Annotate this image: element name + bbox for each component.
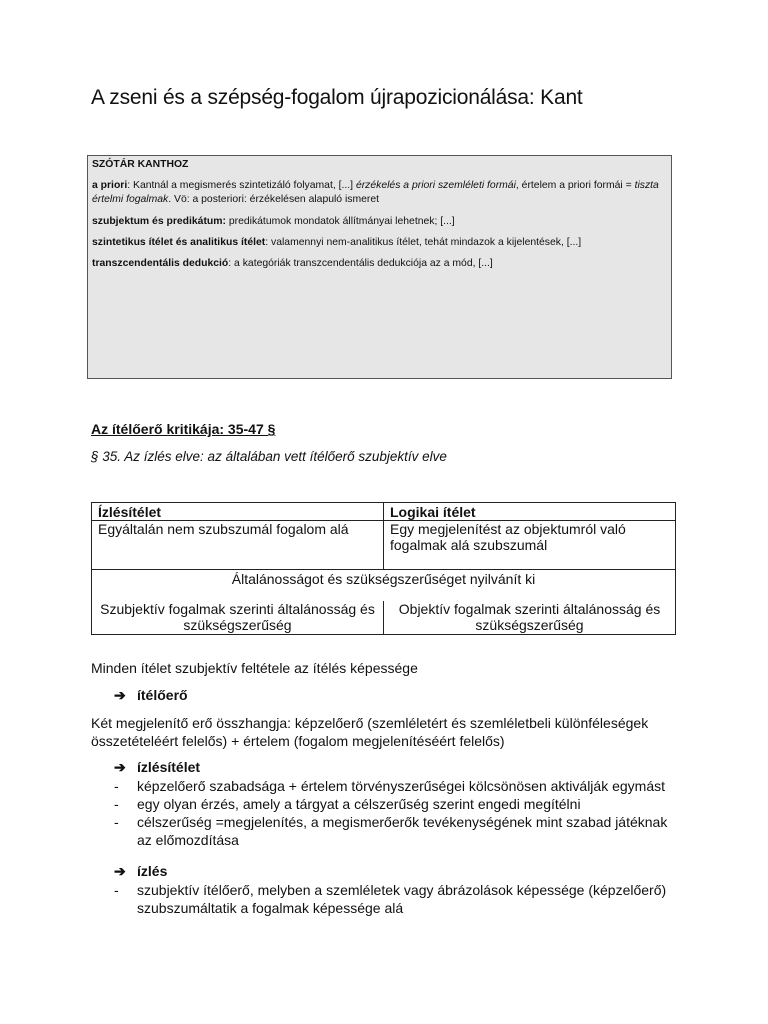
list-item: - szubjektív ítélőerő, melyben a szemléletek vagy ábrázolások képessége (képzelőerő) szubszumáltatik a fogalmak képessége alá bbox=[114, 882, 667, 916]
glossary-entry-subject: szubjektum és predikátum: predikátumok mondatok állítmányai lehetnek; [...] bbox=[92, 215, 455, 227]
table-cell-shared: Általánosságot és szükségszerűséget nyilvánít ki bbox=[92, 570, 676, 602]
glossary-entry-deduction: transzcendentális dedukció: a kategóriák transzcendentális dedukciója az a mód, [...] bbox=[92, 258, 493, 270]
glossary-entry-a-priori: a priori: Kantnál a megismerés szintetizáló folyamat, [...] érzékelés a priori szemléleti formái, értelem a priori formái = tiszta értelmi fogalmak. Vö: a posteriori: érzékelésen alapuló ismeret bbox=[92, 180, 659, 206]
table-header-taste: Ízlésítélet bbox=[92, 503, 384, 521]
table-row bbox=[92, 503, 676, 521]
table-cell: Egy megjelenítést az objektumról való fogalmak alá szubszumál bbox=[384, 521, 676, 570]
page-title: A zseni és a szépség-fogalom újrapozicionálása: Kant bbox=[91, 86, 583, 109]
table-row bbox=[92, 521, 676, 570]
glossary-heading: SZÓTÁR KANTHOZ bbox=[92, 159, 189, 170]
glossary-box bbox=[87, 155, 672, 379]
paragraph: Két megjelenítő erő összhangja: képzelőerő (szemléletért és szemléletbeli különféleségek összetételéért felelős) + értelem (fogalom megjelenítéséért felelős) bbox=[91, 715, 649, 749]
table-row bbox=[92, 601, 676, 635]
list-item: - egy olyan érzés, amely a tárgyat a célszerűség szerint engedi megítélni bbox=[114, 796, 581, 812]
section-title: Az ítélőerő kritikája: 35-47 § bbox=[91, 421, 276, 437]
right-arrow-icon: ➔ bbox=[114, 687, 126, 703]
list-item: - képzelőerő szabadsága + értelem törvényszerűségei kölcsönösen aktiválják egymást bbox=[114, 778, 666, 794]
section-subtitle: § 35. Az ízlés elve: az általában vett ítélőerő szubjektív elve bbox=[91, 449, 447, 464]
glossary-term: szubjektum és predikátum: bbox=[92, 215, 226, 227]
paragraph: Minden ítélet szubjektív feltétele az ítélés képessége bbox=[91, 660, 418, 676]
arrow-item: ➔ ízlésítélet bbox=[114, 759, 201, 775]
dash-list bbox=[91, 881, 677, 917]
table-cell: Szubjektív fogalmak szerinti általánosság és szükségszerűség bbox=[92, 601, 384, 635]
dash-list bbox=[91, 777, 677, 849]
glossary-term: transzcendentális dedukció bbox=[92, 258, 229, 270]
glossary-term: szintetikus ítélet és analitikus ítélet bbox=[92, 236, 266, 248]
glossary-entry-synthetic: szintetikus ítélet és analitikus ítélet: valamennyi nem-analitikus ítélet, tehát mindazok a kijelentések, [...] bbox=[92, 236, 582, 248]
right-arrow-icon: ➔ bbox=[114, 759, 126, 775]
table-cell: Egyáltalán nem szubszumál fogalom alá bbox=[92, 521, 384, 570]
comparison-table bbox=[91, 502, 676, 635]
table-header-logical: Logikai ítélet bbox=[384, 503, 676, 521]
glossary-term: a priori bbox=[92, 180, 128, 192]
table-cell: Objektív fogalmak szerinti általánosság és szükségszerűség bbox=[384, 601, 676, 635]
list-item: - célszerűség =megjelenítés, a megismerőerők tevékenységének mint szabad játéknak az előmozdítása bbox=[114, 814, 668, 848]
arrow-item: ➔ ítélőerő bbox=[114, 687, 188, 703]
arrow-item: ➔ ízlés bbox=[114, 863, 168, 879]
table-row bbox=[92, 570, 676, 602]
right-arrow-icon: ➔ bbox=[114, 863, 126, 879]
